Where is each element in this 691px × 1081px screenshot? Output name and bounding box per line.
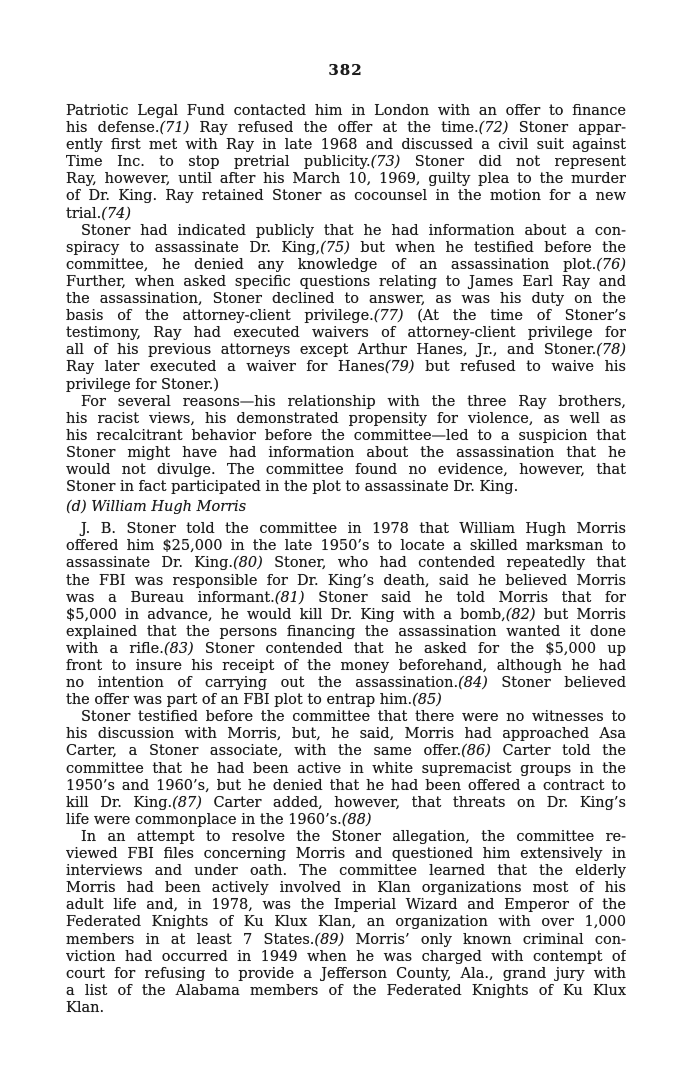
text-line: members in at least 7 States.(89) Morris’ only known criminal con- [66,931,626,948]
text-line: assassinate Dr. King.(80) Stoner, who had contended repeatedly that [66,555,626,572]
text-line: Ray, however, until after his March 10, 1969, guilty plea to the murder [66,171,626,188]
text-line: committee that he had been active in white supremacist groups in the [66,760,626,777]
footnote-reference: (79) [384,359,415,376]
paragraph [66,829,626,1017]
text-line: viewed FBI files concerning Morris and questioned him extensively in [66,846,626,863]
text-line: trial.(74) [66,205,132,222]
text-line: front to insure his receipt of the money beforehand, although he had [66,658,626,674]
text-line: Further, when asked specific questions relating to James Earl Ray and [66,273,626,290]
text-line: Stoner might have had information about the assassination that he [66,444,626,461]
text-line: Patriotic Legal Fund contacted him in London with an offer to finance [66,103,626,119]
text-line: his racist views, his demonstrated propensity for violence, as well as [66,410,626,427]
footnote-reference: (73) [370,154,401,171]
text-line: the FBI was responsible for Dr. King’s death, said he believed Morris [66,572,626,589]
text-line: basis of the attorney-client privilege.(77) (At the time of Stoner’s [66,308,626,325]
text-line: For several reasons—his relationship with the three Ray brothers, [81,393,626,410]
footnote-reference: (85) [412,692,442,709]
text-line: spiracy to assassinate Dr. King,(75) but when he testified before the [66,239,626,256]
text-line: life were commonplace in the 1960’s.(88) [66,811,372,828]
footnote-reference: (87) [172,794,202,811]
text-line: of Dr. King. Ray retained Stoner as cocounsel in the motion for a new [66,188,626,205]
text-line: adult life and, in 1978, was the Imperial Wizard and Emperor of the [66,897,626,914]
footnote-reference: (81) [274,589,305,606]
text-line: interviews and under oath. The committee learned that the elderly [66,863,626,880]
text-line: explained that the persons financing the assassination wanted it done [66,623,626,640]
text-line: 1950’s and 1960’s, but he denied that he had been offered a contract to [66,777,626,794]
text-line: offered him $25,000 in the late 1950’s to locate a skilled marksman to [66,538,626,555]
paragraph [66,394,626,497]
page-number: 382 [328,61,363,79]
text-line: all of his previous attorneys except Arthur Hanes, Jr., and Stoner.(78) [66,342,626,359]
text-line: Carter, a Stoner associate, with the same offer.(86) Carter told the [66,743,626,760]
page-content [66,103,626,1017]
text-line: his discussion with Morris, but, he said, Morris had approached Asa [66,726,626,743]
footnote-reference: (71) [159,120,190,137]
text-line: In an attempt to resolve the Stoner allegation, the committee re- [81,828,626,845]
footnote-reference: (84) [458,675,488,692]
footnote-reference: (76) [596,256,626,273]
footnote-reference: (77) [373,308,404,325]
footnote-reference: (89) [314,931,345,948]
footnote-reference: (82) [505,606,536,623]
text-line: $5,000 in advance, he would kill Dr. King with a bomb,(82) but Morris [66,606,626,623]
text-line: court for refusing to provide a Jefferson County, Ala., grand jury with [66,965,626,982]
footnote-reference: (72) [478,120,509,137]
footnote-reference: (80) [232,555,263,572]
footnote-reference: (86) [461,743,491,760]
text-line: would not divulge. The committee found no evidence, however, that [66,461,626,478]
text-line: privilege for Stoner.) [66,376,220,393]
text-line: the assassination, Stoner declined to answer, as was his duty on the [66,291,626,308]
footnote-reference: (75) [320,239,350,256]
text-line: was a Bureau informant.(81) Stoner said he told Morris that for [66,589,626,606]
paragraph [66,521,626,709]
text-line: J. B. Stoner told the committee in 1978 that William Hugh Morris [81,521,626,538]
text-line: Federated Knights of Ku Klux Klan, an organization with over 1,000 [66,914,626,931]
text-line: committee, he denied any knowledge of an assassination plot.(76) [66,256,626,273]
text-line: his recalcitrant behavior before the committee—led to a suspicion that [66,427,626,444]
text-line: Stoner testified before the committee that there were no witnesses to [81,709,626,726]
footnote-reference: (88) [341,811,372,828]
text-line: the offer was part of an FBI plot to entrap him.(85) [66,692,442,709]
text-line: Ray later executed a waiver for Hanes(79) but refused to waive his [66,359,626,376]
text-line: no intention of carrying out the assassination.(84) Stoner believed [66,675,626,692]
footnote-reference: (83) [163,640,194,657]
text-line: kill Dr. King.(87) Carter added, however, that threats on Dr. King’s [66,794,626,811]
paragraph [66,103,626,223]
text-line: testimony, Ray had executed waivers of attorney-client privilege for [66,325,626,342]
text-line: his defense.(71) Ray refused the offer at the time.(72) Stoner appar- [66,120,626,137]
text-line: Morris had been actively involved in Klan organizations most of his [66,880,626,897]
text-line: Stoner in fact participated in the plot to assassinate Dr. King. [66,479,519,496]
paragraph [66,709,626,829]
text-line: ently first met with Ray in late 1968 and discussed a civil suit against [66,137,626,154]
text-line: a list of the Alabama members of the Federated Knights of Ku Klux [66,982,626,999]
text-line: with a rifle.(83) Stoner contended that he asked for the $5,000 up [66,640,626,657]
text-line: viction had occurred in 1949 when he was charged with contempt of [66,948,626,965]
text-line: Stoner had indicated publicly that he had information about a con- [81,222,626,239]
footnote-reference: (74) [101,205,132,222]
text-line: Time Inc. to stop pretrial publicity.(73) Stoner did not represent [66,154,626,171]
paragraph [66,223,626,394]
section-heading: (d) William Hugh Morris [66,499,247,516]
footnote-reference: (78) [596,342,626,359]
text-line: Klan. [66,999,105,1016]
